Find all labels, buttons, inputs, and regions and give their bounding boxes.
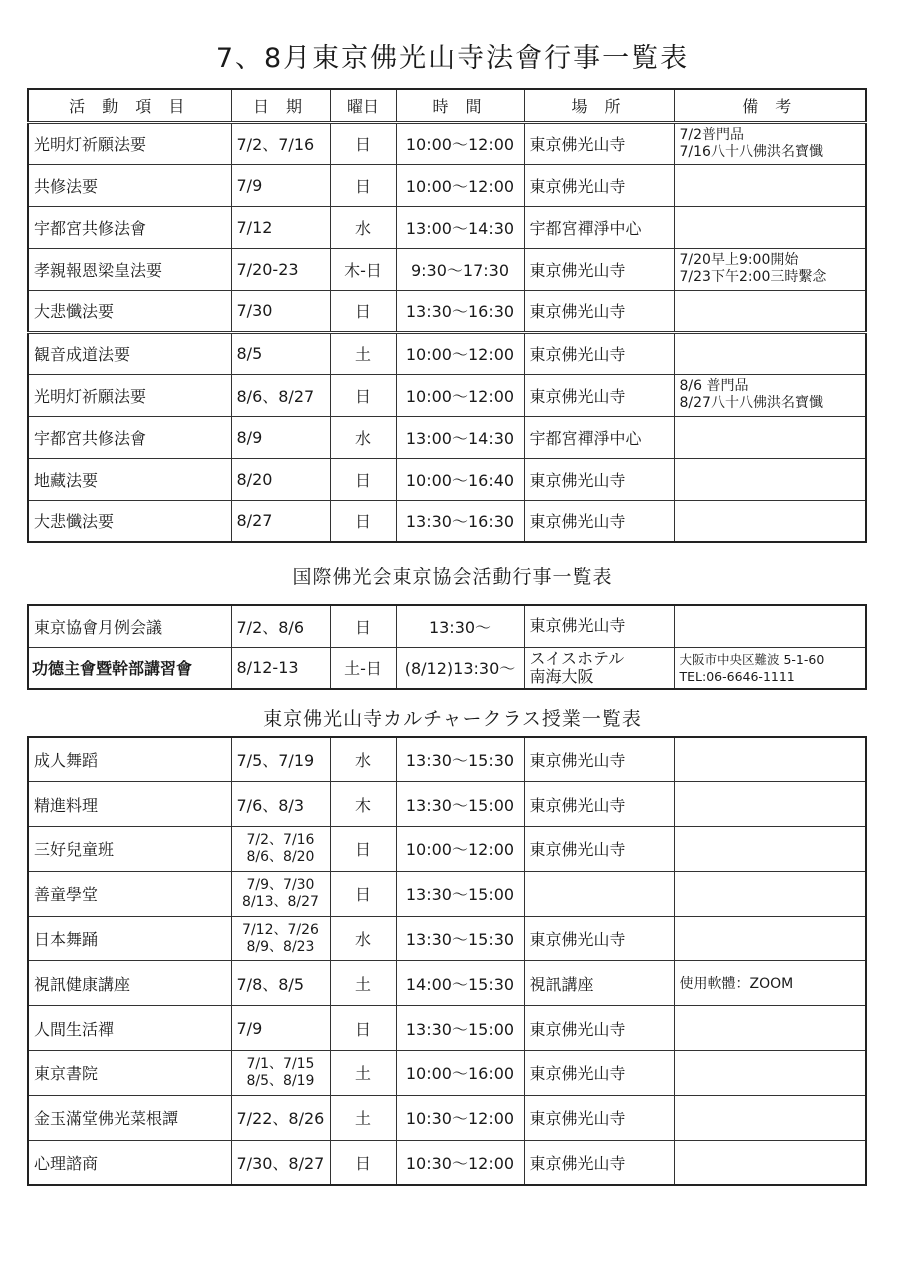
event-place: 東京佛光山寺 xyxy=(524,332,674,374)
event-weekday: 日 xyxy=(330,164,396,206)
header-time: 時 間 xyxy=(396,89,524,122)
class-date xyxy=(231,961,330,1006)
event-place: 東京佛光山寺 xyxy=(524,500,674,542)
event-time: 13:00～14:30 xyxy=(396,206,524,248)
class-date-line: 7/6、8/3 xyxy=(236,795,305,815)
class-place: 東京佛光山寺 xyxy=(524,1140,674,1185)
class-weekday: 日 xyxy=(330,827,396,872)
event-time: 10:00～12:00 xyxy=(396,374,524,416)
association-event-name: 功德主會暨幹部講習會 xyxy=(28,647,231,689)
class-date-line: 7/2、7/16 xyxy=(246,831,315,848)
class-place: 視訊講座 xyxy=(524,961,674,1006)
class-weekday: 土 xyxy=(330,1051,396,1096)
class-place: 東京佛光山寺 xyxy=(524,1051,674,1096)
event-time: 9:30～17:30 xyxy=(396,248,524,290)
class-time: 13:30～15:00 xyxy=(396,1006,524,1051)
class-time: 14:00～15:30 xyxy=(396,961,524,1006)
header-remarks: 備 考 xyxy=(674,89,866,122)
event-name: 共修法要 xyxy=(28,164,231,206)
association-event-weekday: 土-日 xyxy=(330,647,396,689)
event-row xyxy=(28,290,866,332)
event-weekday: 土 xyxy=(330,332,396,374)
class-date xyxy=(231,827,330,872)
event-remarks xyxy=(674,206,866,248)
event-remarks-line: 7/2普門品 xyxy=(679,126,745,143)
class-remarks xyxy=(674,916,866,961)
class-date xyxy=(231,871,330,916)
class-date-line: 7/5、7/19 xyxy=(236,751,315,771)
event-date: 7/9 xyxy=(231,164,330,206)
class-place: 東京佛光山寺 xyxy=(524,827,674,872)
class-row xyxy=(28,916,866,961)
class-date-line: 7/30、8/27 xyxy=(236,1153,325,1173)
class-weekday: 日 xyxy=(330,1140,396,1185)
header-date: 日 期 xyxy=(231,89,330,122)
event-date: 7/12 xyxy=(231,206,330,248)
event-remarks-line: 8/6 普門品 xyxy=(679,378,749,394)
class-name: 三好兒童班 xyxy=(28,827,231,872)
class-date-line: 7/9、7/30 xyxy=(246,876,315,893)
class-name: 日本舞踊 xyxy=(28,916,231,961)
class-weekday: 水 xyxy=(330,737,396,782)
event-weekday: 木-日 xyxy=(330,248,396,290)
class-date xyxy=(231,1095,330,1140)
header-activity: 活 動 項 目 xyxy=(28,89,231,122)
event-date: 8/20 xyxy=(231,458,330,500)
event-time: 13:30～16:30 xyxy=(396,290,524,332)
class-date-line: 7/1、7/15 xyxy=(246,1055,315,1072)
event-time: 13:00～14:30 xyxy=(396,416,524,458)
class-name: 心理諮商 xyxy=(28,1140,231,1185)
culture-classes-table xyxy=(27,736,867,1186)
event-weekday: 日 xyxy=(330,374,396,416)
class-date-line: 7/22、8/26 xyxy=(236,1109,325,1129)
class-weekday: 日 xyxy=(330,871,396,916)
association-event-place-line: 南海大阪 xyxy=(529,666,594,686)
class-name: 視訊健康講座 xyxy=(28,961,231,1006)
event-remarks-line: 7/20早上9:00開始 xyxy=(679,252,799,268)
association-row xyxy=(28,605,866,647)
class-weekday: 日 xyxy=(330,1006,396,1051)
event-row xyxy=(28,248,866,290)
event-remarks xyxy=(674,122,866,164)
event-row xyxy=(28,416,866,458)
event-weekday: 水 xyxy=(330,416,396,458)
class-date-line: 8/13、8/27 xyxy=(242,893,319,910)
event-time: 10:00～12:00 xyxy=(396,122,524,164)
event-place: 宇都宮禪淨中心 xyxy=(524,416,674,458)
class-name: 東京書院 xyxy=(28,1051,231,1096)
class-date-line: 7/12、7/26 xyxy=(242,921,319,938)
class-place: 東京佛光山寺 xyxy=(524,737,674,782)
event-weekday: 日 xyxy=(330,458,396,500)
class-remarks xyxy=(674,1006,866,1051)
class-date xyxy=(231,1051,330,1096)
class-date xyxy=(231,737,330,782)
class-date xyxy=(231,782,330,827)
event-row xyxy=(28,122,866,164)
table-header-row xyxy=(28,89,866,122)
class-remarks: 使用軟體：ZOOM xyxy=(674,961,866,1006)
class-remarks xyxy=(674,871,866,916)
class-row xyxy=(28,1140,866,1185)
event-row xyxy=(28,206,866,248)
class-name: 精進料理 xyxy=(28,782,231,827)
class-time: 13:30～15:30 xyxy=(396,916,524,961)
event-place: 東京佛光山寺 xyxy=(524,458,674,500)
class-date-line: 7/9 xyxy=(236,1018,263,1038)
class-date-line: 8/6、8/20 xyxy=(246,848,315,865)
event-date: 8/5 xyxy=(231,332,330,374)
association-event-remarks xyxy=(674,605,866,647)
class-date-line: 8/9、8/23 xyxy=(246,938,315,955)
class-time: 13:30～15:00 xyxy=(396,871,524,916)
class-row xyxy=(28,961,866,1006)
class-weekday: 土 xyxy=(330,1095,396,1140)
event-weekday: 日 xyxy=(330,500,396,542)
association-row xyxy=(28,647,866,689)
event-time: 10:00～12:00 xyxy=(396,332,524,374)
class-place: 東京佛光山寺 xyxy=(524,782,674,827)
event-remarks-line: 7/23下午2:00三時繫念 xyxy=(679,269,827,285)
class-date xyxy=(231,916,330,961)
class-weekday: 土 xyxy=(330,961,396,1006)
class-date xyxy=(231,1006,330,1051)
event-remarks-line: 8/27八十八佛洪名寶懺 xyxy=(679,395,823,411)
class-remarks xyxy=(674,1140,866,1185)
class-row xyxy=(28,871,866,916)
event-name: 大悲懺法要 xyxy=(28,290,231,332)
association-event-time: 13:30～ xyxy=(396,605,524,647)
culture-class-section-title: 東京佛光山寺カルチャークラス授業一覧表 xyxy=(263,708,642,730)
class-row xyxy=(28,737,866,782)
class-row xyxy=(28,1006,866,1051)
class-remarks xyxy=(674,1095,866,1140)
event-remarks xyxy=(674,374,866,416)
class-remarks xyxy=(674,827,866,872)
class-name: 善童學堂 xyxy=(28,871,231,916)
class-remarks xyxy=(674,1051,866,1096)
event-remarks-line: 7/16八十八佛洪名寶懺 xyxy=(679,143,823,160)
event-place: 東京佛光山寺 xyxy=(524,122,674,164)
association-event-place-line: スイスホテル xyxy=(529,648,625,668)
event-name: 光明灯祈願法要 xyxy=(28,122,231,164)
event-row xyxy=(28,374,866,416)
event-date: 8/27 xyxy=(231,500,330,542)
event-name: 光明灯祈願法要 xyxy=(28,374,231,416)
association-event-place xyxy=(524,605,674,647)
event-name: 地藏法要 xyxy=(28,458,231,500)
event-date: 8/6、8/27 xyxy=(231,374,330,416)
event-remarks xyxy=(674,290,866,332)
event-weekday: 水 xyxy=(330,206,396,248)
event-time: 10:00～16:40 xyxy=(396,458,524,500)
association-event-place-line: 東京佛光山寺 xyxy=(529,616,626,636)
association-event-date: 8/12-13 xyxy=(231,647,330,689)
page-title: 7、8月東京佛光山寺法會行事一覧表 xyxy=(215,43,690,74)
event-name: 観音成道法要 xyxy=(28,332,231,374)
event-row xyxy=(28,164,866,206)
association-event-weekday: 日 xyxy=(330,605,396,647)
class-time: 10:30～12:00 xyxy=(396,1140,524,1185)
event-date: 7/2、7/16 xyxy=(231,122,330,164)
class-place xyxy=(524,871,674,916)
class-date xyxy=(231,1140,330,1185)
association-event-place xyxy=(524,647,674,689)
event-row xyxy=(28,332,866,374)
class-row xyxy=(28,1095,866,1140)
class-remarks xyxy=(674,782,866,827)
event-name: 大悲懺法要 xyxy=(28,500,231,542)
header-place: 場 所 xyxy=(524,89,674,122)
event-remarks xyxy=(674,500,866,542)
event-weekday: 日 xyxy=(330,122,396,164)
event-name: 宇都宮共修法會 xyxy=(28,416,231,458)
dharma-events-table xyxy=(27,88,867,543)
class-place: 東京佛光山寺 xyxy=(524,1095,674,1140)
association-event-time: (8/12)13:30～ xyxy=(396,647,524,689)
event-time: 10:00～12:00 xyxy=(396,164,524,206)
event-row xyxy=(28,458,866,500)
event-weekday: 日 xyxy=(330,290,396,332)
class-place: 東京佛光山寺 xyxy=(524,916,674,961)
association-event-remarks-line: 大阪市中央区難波 5-1-60 xyxy=(679,651,825,667)
class-name: 成人舞蹈 xyxy=(28,737,231,782)
event-date: 7/30 xyxy=(231,290,330,332)
event-name: 孝親報恩梁皇法要 xyxy=(28,248,231,290)
association-event-date: 7/2、8/6 xyxy=(231,605,330,647)
event-place: 東京佛光山寺 xyxy=(524,290,674,332)
association-section-title: 国際佛光会東京協会活動行事一覧表 xyxy=(292,566,613,588)
class-time: 13:30～15:00 xyxy=(396,782,524,827)
class-name: 金玉滿堂佛光菜根譚 xyxy=(28,1095,231,1140)
event-date: 8/9 xyxy=(231,416,330,458)
class-row xyxy=(28,1051,866,1096)
event-remarks xyxy=(674,248,866,290)
header-weekday: 曜日 xyxy=(330,89,396,122)
class-row xyxy=(28,782,866,827)
event-name: 宇都宮共修法會 xyxy=(28,206,231,248)
association-event-remarks-line: TEL:06-6646-1111 xyxy=(679,668,795,684)
class-row xyxy=(28,827,866,872)
event-place: 東京佛光山寺 xyxy=(524,164,674,206)
class-weekday: 木 xyxy=(330,782,396,827)
class-date-line: 8/5、8/19 xyxy=(246,1072,315,1089)
class-name: 人間生活禪 xyxy=(28,1006,231,1051)
event-time: 13:30～16:30 xyxy=(396,500,524,542)
event-place: 東京佛光山寺 xyxy=(524,248,674,290)
class-time: 10:00～12:00 xyxy=(396,827,524,872)
association-event-remarks xyxy=(674,647,866,689)
event-remarks xyxy=(674,332,866,374)
class-place: 東京佛光山寺 xyxy=(524,1006,674,1051)
event-place: 東京佛光山寺 xyxy=(524,374,674,416)
class-time: 10:00～16:00 xyxy=(396,1051,524,1096)
association-event-name: 東京協會月例会議 xyxy=(28,605,231,647)
event-date: 7/20-23 xyxy=(231,248,330,290)
event-remarks xyxy=(674,458,866,500)
event-remarks xyxy=(674,416,866,458)
class-time: 10:30～12:00 xyxy=(396,1095,524,1140)
class-date-line: 7/8、8/5 xyxy=(236,974,305,994)
event-row xyxy=(28,500,866,542)
class-remarks xyxy=(674,737,866,782)
event-remarks xyxy=(674,164,866,206)
event-place: 宇都宮禪淨中心 xyxy=(524,206,674,248)
class-time: 13:30～15:30 xyxy=(396,737,524,782)
association-events-table xyxy=(27,604,867,690)
class-weekday: 水 xyxy=(330,916,396,961)
